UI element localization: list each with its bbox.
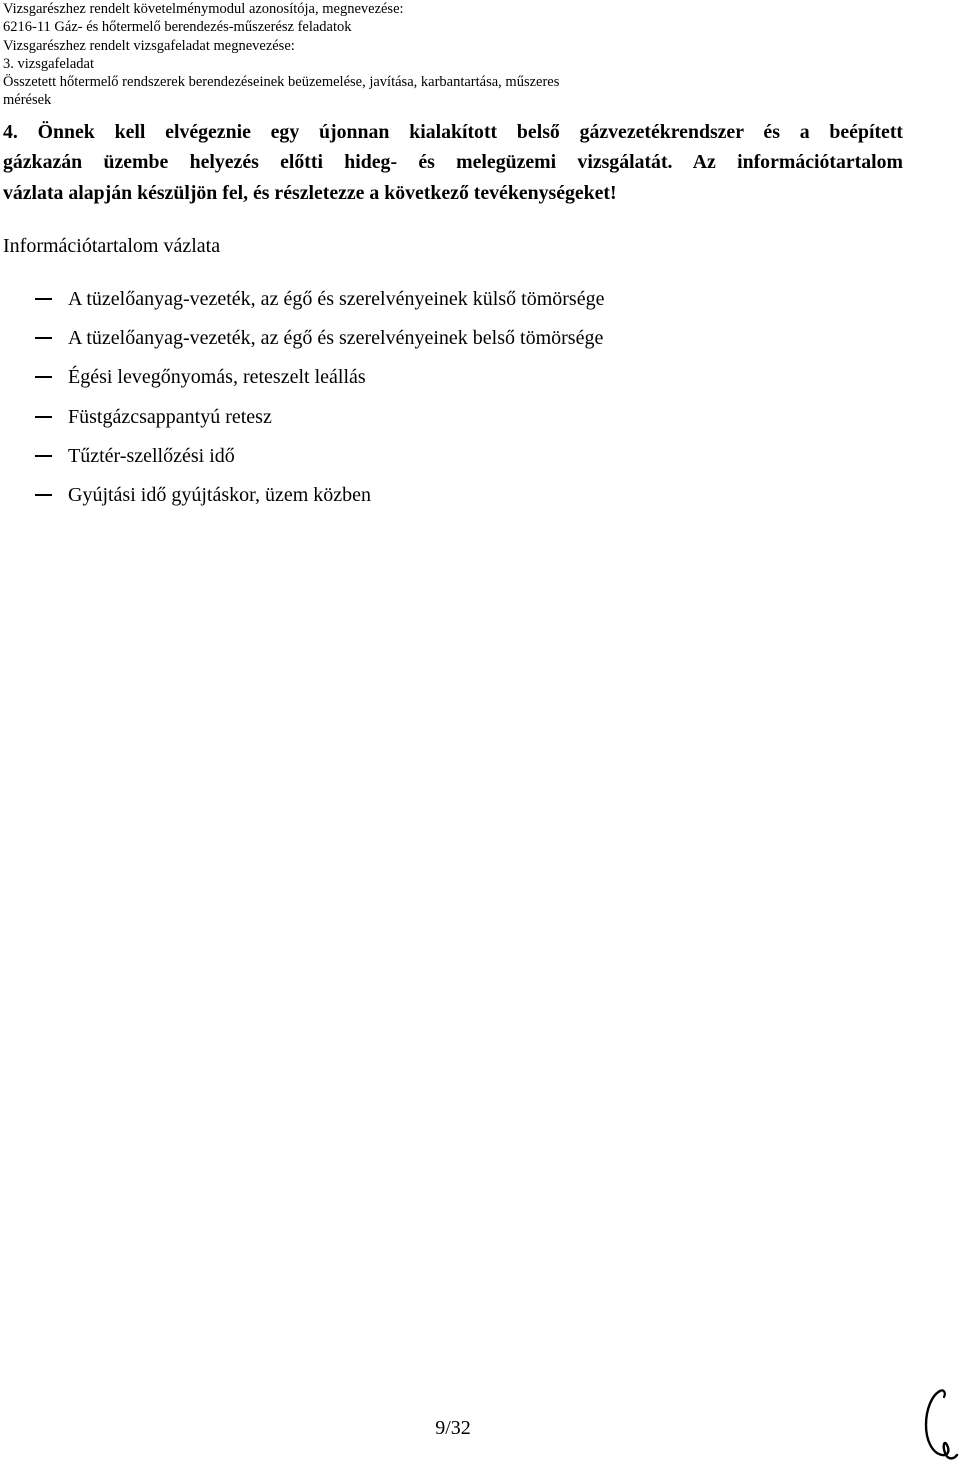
page-header xyxy=(3,0,943,110)
list-item-text: Füstgázcsappantyú retesz xyxy=(68,405,272,428)
list-item-text: A tüzelőanyag-vezeték, az égő és szerelvényeinek belső tömörsége xyxy=(68,327,604,350)
task-statement xyxy=(3,117,903,208)
dash-bullet-icon xyxy=(35,455,52,457)
signature-mark xyxy=(920,1385,960,1463)
list-item-text: Tűztér-szellőzési idő xyxy=(68,444,235,467)
dash-bullet-icon xyxy=(35,494,52,496)
list-item-text: Gyújtási idő gyújtáskor, üzem közben xyxy=(68,483,372,506)
list-item-text: A tüzelőanyag-vezeték, az égő és szerelvényeinek külső tömörsége xyxy=(68,288,605,310)
task-line: vázlata alapján készüljön fel, és részletezze a következő tevékenységeket! xyxy=(3,181,617,204)
header-task-number: 3. vizsgafeladat xyxy=(3,55,94,72)
dash-bullet-icon xyxy=(35,298,52,300)
list-item-text: Égési levegőnyomás, reteszelt leállás xyxy=(68,366,366,389)
header-module-label: Vizsgarészhez rendelt követelménymodul azonosítója, megnevezése: xyxy=(3,1,404,17)
outline-title: Információtartalom vázlata xyxy=(3,235,221,257)
task-line: gázkazán üzembe helyezés előtti hideg- és melegüzemi vizsgálatát. Az információtartalom xyxy=(3,151,903,174)
header-task-label: Vizsgarészhez rendelt vizsgafeladat megnevezése: xyxy=(3,37,295,54)
task-line: 4. Önnek kell elvégeznie egy újonnan kialakított belső gázvezetékrendszer és a beépített xyxy=(3,121,903,143)
dash-bullet-icon xyxy=(35,376,52,378)
page-number: 9/32 xyxy=(435,1417,471,1439)
dash-bullet-icon xyxy=(35,416,52,418)
header-module-name: 6216-11 Gáz- és hőtermelő berendezés-műszerész feladatok xyxy=(3,19,352,36)
dash-bullet-icon xyxy=(35,337,52,339)
header-task-title-cont: mérések xyxy=(3,92,52,109)
header-task-title: Összetett hőtermelő rendszerek berendezéseinek beüzemelése, javítása, karbantartása, műszeres xyxy=(3,74,560,91)
